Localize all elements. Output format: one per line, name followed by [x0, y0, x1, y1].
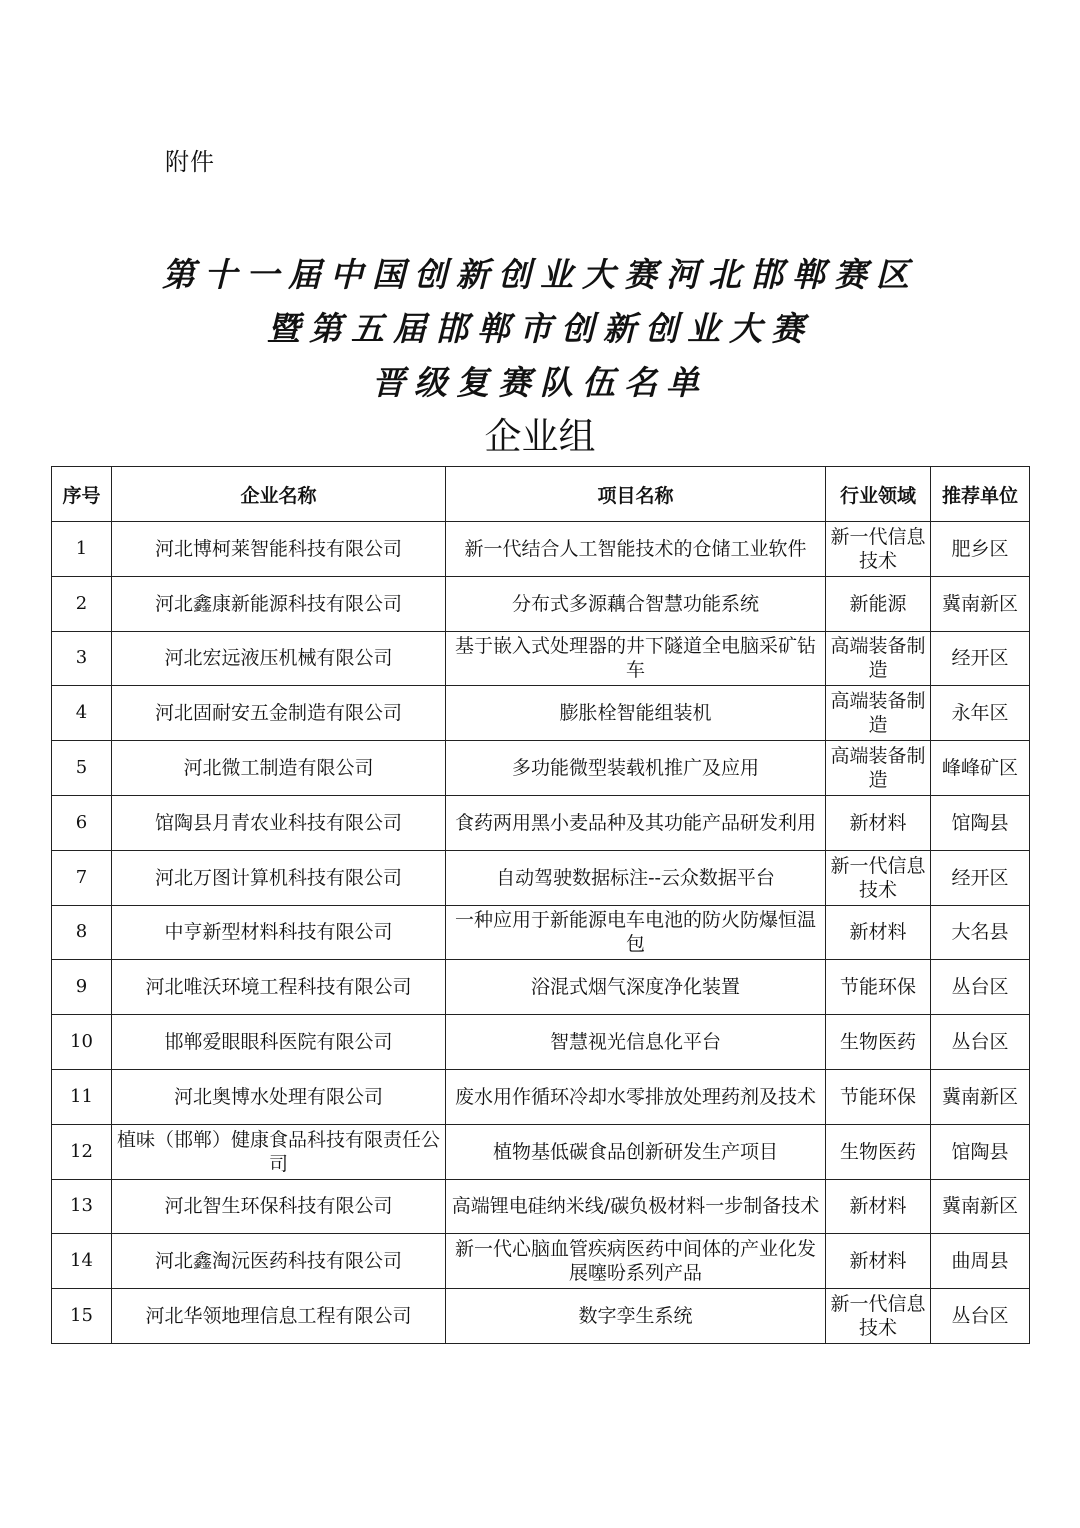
cell-project: 一种应用于新能源电车电池的防火防爆恒温包	[446, 905, 826, 960]
cell-unit: 冀南新区	[931, 576, 1030, 631]
cell-seq: 15	[52, 1289, 112, 1344]
cell-seq: 7	[52, 850, 112, 905]
cell-seq: 3	[52, 631, 112, 686]
cell-field: 新能源	[826, 576, 931, 631]
cell-project: 多功能微型装载机推广及应用	[446, 741, 826, 796]
cell-unit: 经开区	[931, 850, 1030, 905]
cell-field: 节能环保	[826, 1069, 931, 1124]
table-row	[52, 905, 1030, 960]
table-row	[52, 1234, 1030, 1289]
cell-project: 高端锂电硅纳米线/碳负极材料一步制备技术	[446, 1179, 826, 1234]
document-title	[0, 248, 1080, 410]
cell-unit: 馆陶县	[931, 1124, 1030, 1179]
table-row	[52, 960, 1030, 1015]
cell-seq: 14	[52, 1234, 112, 1289]
header-seq: 序号	[52, 467, 112, 522]
group-title: 企业组	[484, 415, 596, 458]
title-line-1: 第十一届中国创新创业大赛河北邯郸赛区	[162, 255, 918, 294]
cell-seq: 12	[52, 1124, 112, 1179]
cell-seq: 4	[52, 686, 112, 741]
cell-seq: 2	[52, 576, 112, 631]
cell-company: 河北奥博水处理有限公司	[112, 1069, 446, 1124]
header-unit: 推荐单位	[931, 467, 1030, 522]
title-line-2: 暨第五届邯郸市创新创业大赛	[267, 309, 813, 348]
cell-project: 废水用作循环冷却水零排放处理药剂及技术	[446, 1069, 826, 1124]
cell-company: 河北鑫康新能源科技有限公司	[112, 576, 446, 631]
table-row	[52, 686, 1030, 741]
cell-unit: 冀南新区	[931, 1069, 1030, 1124]
cell-field: 高端装备制造	[826, 686, 931, 741]
cell-project: 膨胀栓智能组装机	[446, 686, 826, 741]
table-row	[52, 795, 1030, 850]
cell-company: 河北鑫淘沅医药科技有限公司	[112, 1234, 446, 1289]
table-row	[52, 1124, 1030, 1179]
cell-unit: 经开区	[931, 631, 1030, 686]
cell-seq: 6	[52, 795, 112, 850]
cell-field: 新一代信息技术	[826, 522, 931, 577]
cell-project: 基于嵌入式处理器的井下隧道全电脑采矿钻车	[446, 631, 826, 686]
cell-field: 新材料	[826, 905, 931, 960]
cell-project: 浴混式烟气深度净化装置	[446, 960, 826, 1015]
cell-company: 河北唯沃环境工程科技有限公司	[112, 960, 446, 1015]
cell-field: 新一代信息技术	[826, 850, 931, 905]
cell-field: 新一代信息技术	[826, 1289, 931, 1344]
cell-company: 河北智生环保科技有限公司	[112, 1179, 446, 1234]
cell-project: 分布式多源藕合智慧功能系统	[446, 576, 826, 631]
cell-field: 生物医药	[826, 1015, 931, 1070]
advancing-teams-table	[51, 466, 1030, 1344]
cell-seq: 1	[52, 522, 112, 577]
header-field: 行业领域	[826, 467, 931, 522]
cell-field: 生物医药	[826, 1124, 931, 1179]
cell-unit: 永年区	[931, 686, 1030, 741]
cell-company: 河北万图计算机科技有限公司	[112, 850, 446, 905]
cell-unit: 丛台区	[931, 960, 1030, 1015]
table-row	[52, 850, 1030, 905]
header-project: 项目名称	[446, 467, 826, 522]
cell-project: 新一代心脑血管疾病医药中间体的产业化发展噻吩系列产品	[446, 1234, 826, 1289]
table-row	[52, 741, 1030, 796]
title-line-3: 晋级复赛队伍名单	[372, 363, 708, 402]
attachment-label: 附件	[165, 148, 215, 176]
cell-unit: 大名县	[931, 905, 1030, 960]
table-header-row	[52, 467, 1030, 522]
cell-seq: 9	[52, 960, 112, 1015]
cell-project: 数字孪生系统	[446, 1289, 826, 1344]
cell-seq: 10	[52, 1015, 112, 1070]
cell-project: 食药两用黑小麦品种及其功能产品研发利用	[446, 795, 826, 850]
cell-field: 高端装备制造	[826, 741, 931, 796]
cell-project: 新一代结合人工智能技术的仓储工业软件	[446, 522, 826, 577]
cell-company: 河北华领地理信息工程有限公司	[112, 1289, 446, 1344]
cell-company: 河北固耐安五金制造有限公司	[112, 686, 446, 741]
cell-seq: 8	[52, 905, 112, 960]
cell-field: 新材料	[826, 795, 931, 850]
cell-field: 高端装备制造	[826, 631, 931, 686]
cell-unit: 馆陶县	[931, 795, 1030, 850]
cell-project: 智慧视光信息化平台	[446, 1015, 826, 1070]
cell-unit: 冀南新区	[931, 1179, 1030, 1234]
table-row	[52, 1179, 1030, 1234]
table-row	[52, 576, 1030, 631]
cell-unit: 曲周县	[931, 1234, 1030, 1289]
cell-field: 新材料	[826, 1234, 931, 1289]
cell-field: 新材料	[826, 1179, 931, 1234]
cell-company: 河北博柯莱智能科技有限公司	[112, 522, 446, 577]
table-row	[52, 1015, 1030, 1070]
cell-company: 邯郸爱眼眼科医院有限公司	[112, 1015, 446, 1070]
table-row	[52, 522, 1030, 577]
cell-seq: 5	[52, 741, 112, 796]
header-company: 企业名称	[112, 467, 446, 522]
cell-unit: 丛台区	[931, 1289, 1030, 1344]
cell-unit: 丛台区	[931, 1015, 1030, 1070]
cell-company: 中亨新型材料科技有限公司	[112, 905, 446, 960]
cell-unit: 峰峰矿区	[931, 741, 1030, 796]
cell-company: 河北宏远液压机械有限公司	[112, 631, 446, 686]
cell-seq: 11	[52, 1069, 112, 1124]
table-row	[52, 1069, 1030, 1124]
cell-seq: 13	[52, 1179, 112, 1234]
cell-company: 河北微工制造有限公司	[112, 741, 446, 796]
cell-company: 植味（邯郸）健康食品科技有限责任公司	[112, 1124, 446, 1179]
cell-unit: 肥乡区	[931, 522, 1030, 577]
table-row	[52, 1289, 1030, 1344]
table-row	[52, 631, 1030, 686]
cell-field: 节能环保	[826, 960, 931, 1015]
cell-project: 自动驾驶数据标注--云众数据平台	[446, 850, 826, 905]
cell-project: 植物基低碳食品创新研发生产项目	[446, 1124, 826, 1179]
cell-company: 馆陶县月青农业科技有限公司	[112, 795, 446, 850]
